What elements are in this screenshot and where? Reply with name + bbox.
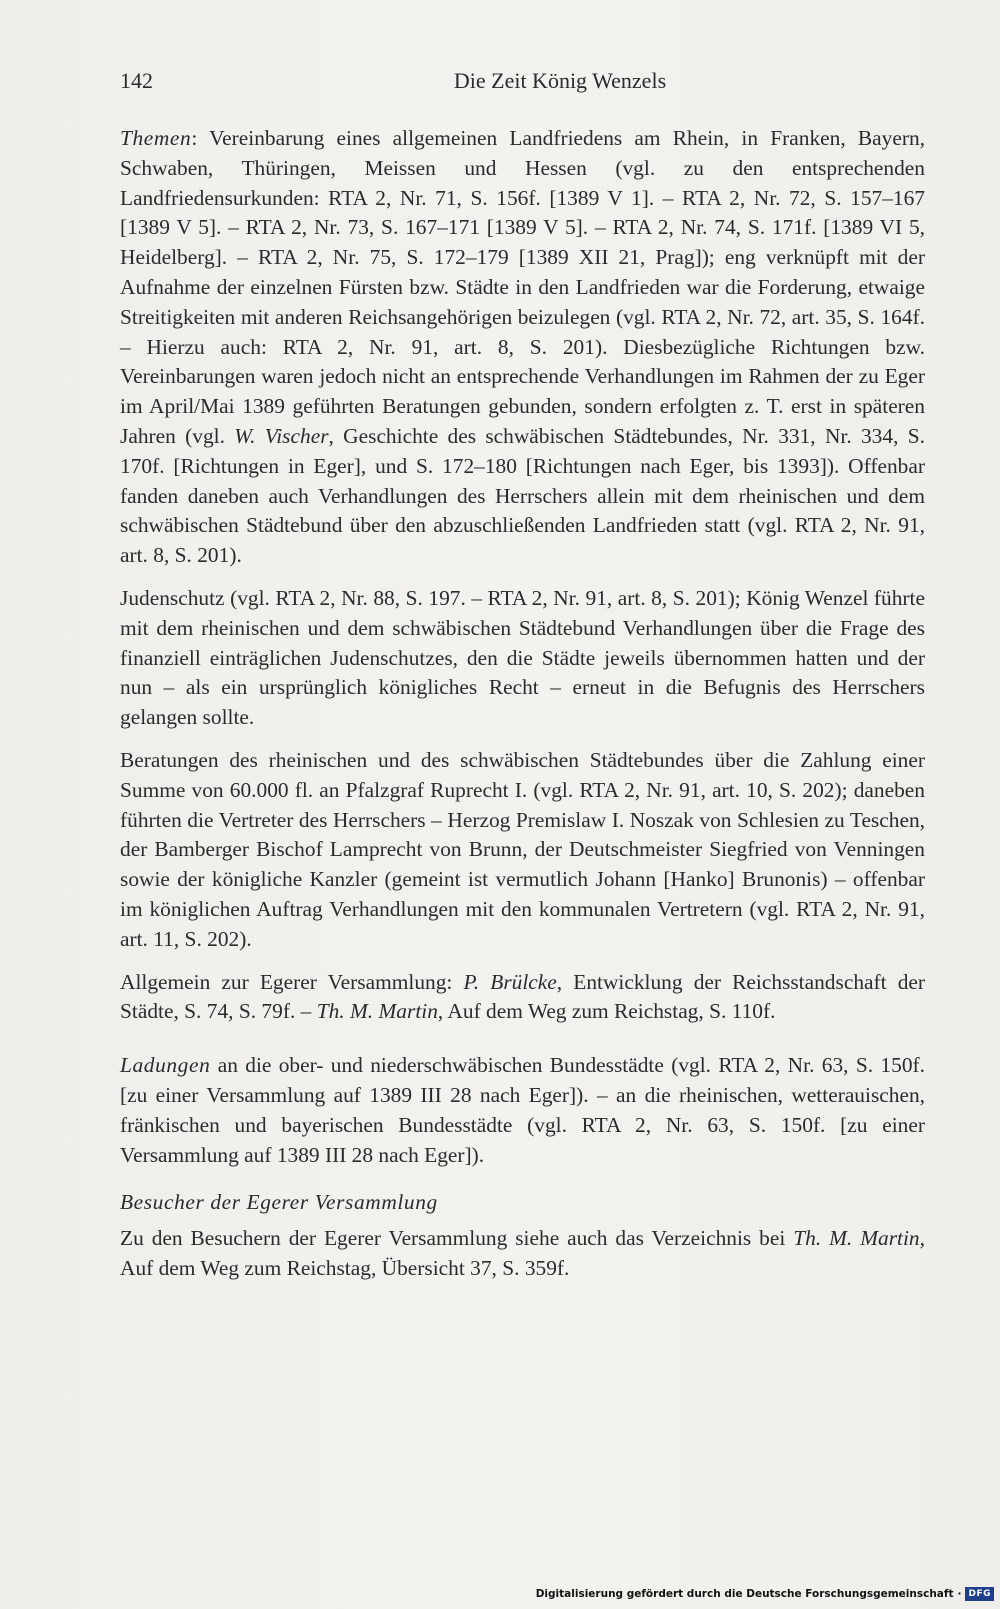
paragraph-ladungen <box>120 1051 925 1170</box>
author-vischer: W. Vischer <box>234 423 329 448</box>
digitization-credit <box>536 1583 994 1605</box>
besucher-text-2: , Auf dem Weg zum Reichstag, Übersicht 37, S. 359f. <box>120 1226 925 1280</box>
paragraph-beratungen: Beratungen des rheinischen und des schwäbischen Städtebundes über die Zahlung einer Summe von 60.000 fl. an Pfalzgraf Ruprecht I. (vgl. RTA 2, Nr. 91, art. 10, S. 202); daneben führten die Vertreter des Herrschers – Herzog Premislaw I. Noszak von Schlesien zu Teschen, der Bamberger Bischof Lamprecht von Brunn, der Deutschmeister Siegfried von Venningen sowie der königliche Kanzler (gemeint ist vermutlich Johann [Hanko] Brunonis) – offenbar im königlichen Auftrag Verhandlungen mit den kommunalen Vertretern (vgl. RTA 2, Nr. 91, art. 11, S. 202). <box>120 747 925 951</box>
lead-themen: Themen <box>120 126 192 150</box>
paragraph-judenschutz: Judenschutz (vgl. RTA 2, Nr. 88, S. 197. – RTA 2, Nr. 91, art. 8, S. 201); König Wenzel führte mit dem rheinischen und dem schwäbischen Städtebund Verhandlungen über die Frage des finanziell einträglichen Judenschutzes, den die Städte jeweils übernommen hatten und der nun – als ein ursprünglich königliches Recht – erneut in die Befugnis des Herrschers gelangen sollte. <box>120 585 925 730</box>
themen-text-2: , Geschichte des schwäbischen Städtebundes, Nr. 331, Nr. 334, S. 170f. [Richtungen in Eger], und S. 172–180 [Richtungen nach Eger, bis 1393]). Offenbar fanden daneben auch Verhandlungen des Herrschers allein mit dem rheinischen und dem schwäbischen Städtebund über den abzuschließenden Landfrieden statt (vgl. RTA 2, Nr. 91, art. 8, S. 201). <box>120 423 925 568</box>
body-text <box>120 124 925 1297</box>
credit-text: Digitalisierung gefördert durch die Deutsche Forschungsgemeinschaft <box>535 1588 954 1600</box>
ladungen-text: an die ober- und niederschwäbischen Bundesstädte (vgl. RTA 2, Nr. 63, S. 150f. [zu einer Versammlung auf 1389 III 28 nach Eger]). – an die rheinischen, wetterauischen, fränkischen und bayerischen Bundesstädte (vgl. RTA 2, Nr. 63, S. 150f. [zu einer Versammlung auf 1389 III 28 nach Eger]). <box>120 1053 925 1167</box>
paragraph-themen <box>120 124 925 571</box>
author-martin-2: Th. M. Martin <box>793 1226 920 1251</box>
page-number: 142 <box>120 68 153 93</box>
dfg-logo-icon: DFG <box>965 1587 994 1601</box>
allgemein-text-2: , Entwicklung der Reichsstandschaft der Städte, S. 74, S. 79f. – <box>120 969 926 1024</box>
page-header <box>120 68 940 102</box>
besucher-text: Zu den Besuchern der Egerer Versammlung siehe auch das Verzeichnis bei <box>120 1226 794 1251</box>
themen-text: : Vereinbarung eines allgemeinen Landfriedens am Rhein, in Franken, Bayern, Schwaben, Thüringen, Meissen und Hessen (vgl. zu den entsprechenden Landfriedensurkunden: RTA 2, Nr. 71, S. 156f. [1389 V 1]. – RTA 2, Nr. 72, S. 157–167 [1389 V 5]. – RTA 2, Nr. 73, S. 167–171 [1389 V 5]. – RTA 2, Nr. 74, S. 171f. [1389 VI 5, Heidelberg]. – RTA 2, Nr. 75, S. 172–179 [1389 XII 21, Prag]); eng verknüpft mit der Aufnahme der einzelnen Fürsten bzw. Städte in den Landfrieden war die Forderung, etwaige Streitigkeiten mit anderen Reichsangehörigen beizulegen (vgl. RTA 2, Nr. 72, art. 35, S. 164f. – Hierzu auch: RTA 2, Nr. 91, art. 8, S. 201). Diesbezügliche Richtungen bzw. Vereinbarungen waren jedoch nicht an entsprechende Verhandlungen im Rahmen der zu Eger im April/Mai 1389 geführten Beratungen gebunden, sondern erfolgten z. T. erst in späteren Jahren (vgl. <box>120 126 925 448</box>
author-martin: Th. M. Martin <box>316 999 438 1024</box>
author-bruelcke: P. Brülcke <box>463 969 557 994</box>
paragraph-besucher <box>120 1224 925 1284</box>
allgemein-text-3: , Auf dem Weg zum Reichstag, S. 110f. <box>437 999 776 1024</box>
credit-separator: · <box>957 1588 962 1600</box>
running-head: Die Zeit König Wenzels <box>453 68 667 93</box>
lead-ladungen: Ladungen <box>120 1053 211 1078</box>
allgemein-text: Allgemein zur Egerer Versammlung: <box>120 969 464 994</box>
section-heading-besucher: Besucher der Egerer Versammlung <box>120 1190 438 1215</box>
paragraph-allgemein <box>120 968 925 1028</box>
